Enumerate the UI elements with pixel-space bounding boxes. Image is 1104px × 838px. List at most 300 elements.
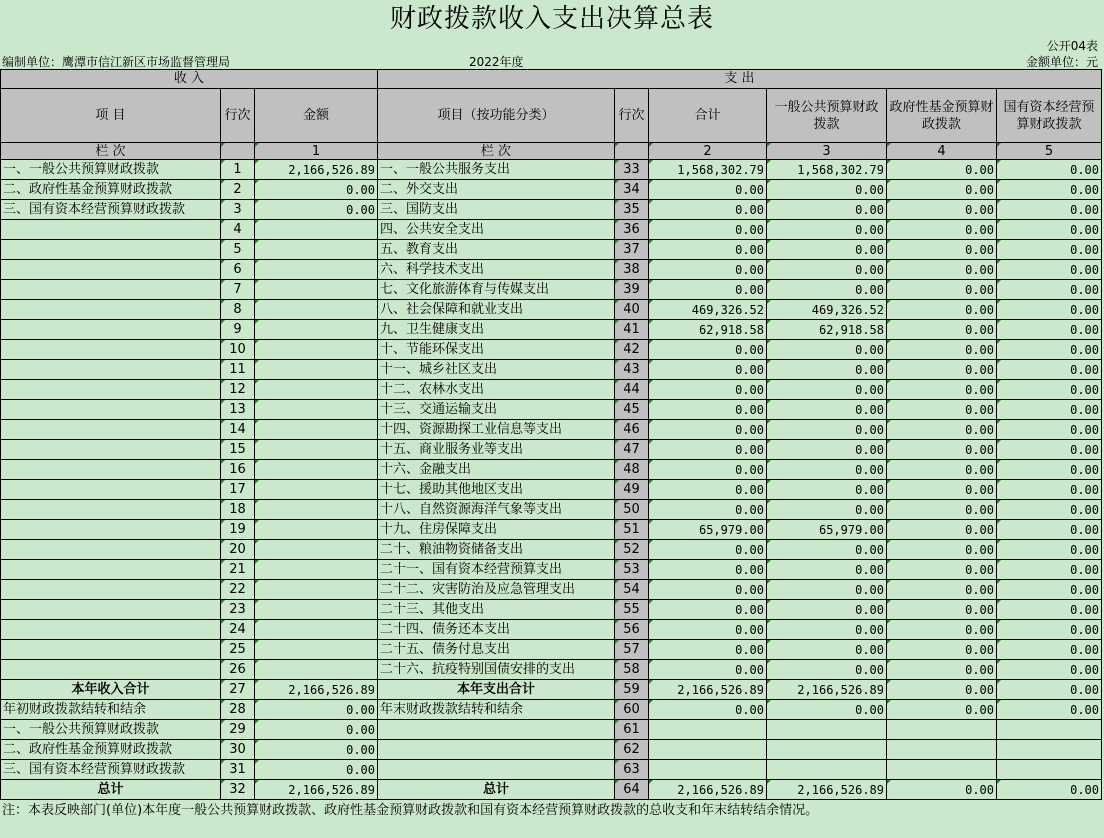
col-header-row-no: 行次: [221, 89, 255, 143]
expense-item: 十三、交通运输支出: [378, 400, 615, 420]
expense-total: 0.00: [649, 700, 767, 720]
table-row: [1, 600, 1102, 620]
table-row: [1, 480, 1102, 500]
expense-state-capital: 0.00: [997, 340, 1102, 360]
income-item: [1, 260, 221, 280]
expense-row-no: 64: [615, 780, 649, 800]
expense-general-budget: 0.00: [767, 440, 887, 460]
income-amount: [255, 400, 378, 420]
expense-item: 十七、援助其他地区支出: [378, 480, 615, 500]
income-amount: 0.00: [255, 180, 378, 200]
income-row-no: 18: [221, 500, 255, 520]
income-row-no: 10: [221, 340, 255, 360]
income-row-no: 6: [221, 260, 255, 280]
expense-general-budget: 0.00: [767, 340, 887, 360]
income-item: [1, 660, 221, 680]
income-item: 一、一般公共预算财政拨款: [1, 160, 221, 180]
expense-state-capital: 0.00: [997, 180, 1102, 200]
expense-section-header: 支 出: [378, 70, 1102, 89]
expense-general-budget-blank: [767, 760, 887, 780]
table-row: [1, 720, 1102, 740]
table-row: [1, 200, 1102, 220]
income-item: 二、政府性基金预算财政拨款: [1, 180, 221, 200]
table-row: [1, 540, 1102, 560]
expense-total: 0.00: [649, 620, 767, 640]
expense-state-capital: 0.00: [997, 660, 1102, 680]
column-index-5: 5: [997, 143, 1102, 160]
income-amount: 0.00: [255, 720, 378, 740]
col-header-general-budget: 一般公共预算财政拨款: [767, 89, 887, 143]
income-row-no: 23: [221, 600, 255, 620]
expense-fund-budget: 0.00: [887, 360, 997, 380]
income-amount: [255, 420, 378, 440]
table-row: [1, 360, 1102, 380]
expense-general-budget: 0.00: [767, 240, 887, 260]
income-amount: 0.00: [255, 740, 378, 760]
expense-row-no: 47: [615, 440, 649, 460]
income-row-no: 7: [221, 280, 255, 300]
expense-general-budget: 0.00: [767, 280, 887, 300]
income-amount: [255, 580, 378, 600]
income-row-no: 3: [221, 200, 255, 220]
expense-fund-budget-blank: [887, 720, 997, 740]
income-item: [1, 620, 221, 640]
expense-fund-budget-blank: [887, 760, 997, 780]
expense-state-capital: 0.00: [997, 460, 1102, 480]
footnote: 注：本表反映部门(单位)本年度一般公共预算财政拨款、政府性基金预算财政拨款和国有资本经营预算财政拨款的总收支和年末结转结余情况。: [2, 803, 819, 818]
column-index-blank-2: [615, 143, 649, 160]
lan-ci-label: 栏 次: [1, 143, 221, 160]
table-row: [1, 380, 1102, 400]
expense-item: 十、节能环保支出: [378, 340, 615, 360]
expense-state-capital: 0.00: [997, 280, 1102, 300]
expense-row-no: 44: [615, 380, 649, 400]
expense-row-no: 42: [615, 340, 649, 360]
expense-row-no: 59: [615, 680, 649, 700]
expense-row-no: 50: [615, 500, 649, 520]
income-row-no: 17: [221, 480, 255, 500]
income-item: [1, 380, 221, 400]
table-row: [1, 700, 1102, 720]
expense-item: 三、国防支出: [378, 200, 615, 220]
expense-item-blank: [378, 740, 615, 760]
expense-item: 本年支出合计: [378, 680, 615, 700]
expense-fund-budget: 0.00: [887, 400, 997, 420]
income-item: [1, 640, 221, 660]
expense-total: 0.00: [649, 560, 767, 580]
column-index-2: 2: [649, 143, 767, 160]
table-row: [1, 780, 1102, 800]
expense-general-budget: 0.00: [767, 360, 887, 380]
table-row: [1, 440, 1102, 460]
expense-item: 十五、商业服务业等支出: [378, 440, 615, 460]
table-row: [1, 420, 1102, 440]
income-row-no: 24: [221, 620, 255, 640]
income-item: 二、政府性基金预算财政拨款: [1, 740, 221, 760]
expense-fund-budget: 0.00: [887, 200, 997, 220]
income-row-no: 5: [221, 240, 255, 260]
expense-total: 0.00: [649, 340, 767, 360]
income-row-no: 1: [221, 160, 255, 180]
income-item: 三、国有资本经营预算财政拨款: [1, 760, 221, 780]
expense-fund-budget: 0.00: [887, 540, 997, 560]
expense-general-budget: 0.00: [767, 420, 887, 440]
column-index-row: [1, 143, 1102, 160]
expense-fund-budget: 0.00: [887, 320, 997, 340]
expense-fund-budget: 0.00: [887, 620, 997, 640]
expense-item: 二十三、其他支出: [378, 600, 615, 620]
expense-row-no: 40: [615, 300, 649, 320]
expense-state-capital: 0.00: [997, 300, 1102, 320]
expense-general-budget-blank: [767, 740, 887, 760]
income-item: [1, 580, 221, 600]
expense-row-no: 61: [615, 720, 649, 740]
fiscal-year: 2022年度: [469, 55, 524, 69]
expense-fund-budget: 0.00: [887, 780, 997, 800]
expense-general-budget: 0.00: [767, 380, 887, 400]
expense-fund-budget-blank: [887, 740, 997, 760]
income-row-no: 2: [221, 180, 255, 200]
expense-item: 二十、粮油物资储备支出: [378, 540, 615, 560]
expense-general-budget: 65,979.00: [767, 520, 887, 540]
table-row: [1, 320, 1102, 340]
expense-state-capital: 0.00: [997, 700, 1102, 720]
expense-total: 0.00: [649, 540, 767, 560]
income-amount: [255, 640, 378, 660]
income-amount: [255, 660, 378, 680]
expense-total-blank: [649, 740, 767, 760]
expense-item: 二、外交支出: [378, 180, 615, 200]
expense-total: 0.00: [649, 660, 767, 680]
expense-item: 五、教育支出: [378, 240, 615, 260]
table-row: [1, 680, 1102, 700]
expense-general-budget: 0.00: [767, 460, 887, 480]
table-row: [1, 580, 1102, 600]
income-row-no: 29: [221, 720, 255, 740]
expense-general-budget: 0.00: [767, 660, 887, 680]
expense-state-capital: 0.00: [997, 380, 1102, 400]
expense-state-capital: 0.00: [997, 640, 1102, 660]
col-header-amount: 金额: [255, 89, 378, 143]
column-header-row: [1, 89, 1102, 143]
lan-ci-label-2: 栏 次: [378, 143, 615, 160]
expense-fund-budget: 0.00: [887, 220, 997, 240]
expense-total: 0.00: [649, 260, 767, 280]
expense-fund-budget: 0.00: [887, 440, 997, 460]
expense-item: 二十六、抗疫特别国债安排的支出: [378, 660, 615, 680]
table-row: [1, 460, 1102, 480]
expense-fund-budget: 0.00: [887, 280, 997, 300]
compiling-unit: 编制单位：鹰潭市信江新区市场监督管理局: [2, 55, 231, 69]
expense-state-capital: 0.00: [997, 540, 1102, 560]
expense-state-capital: 0.00: [997, 620, 1102, 640]
expense-total: 0.00: [649, 380, 767, 400]
income-amount: [255, 500, 378, 520]
income-row-no: 4: [221, 220, 255, 240]
expense-fund-budget: 0.00: [887, 180, 997, 200]
income-row-no: 8: [221, 300, 255, 320]
expense-row-no: 51: [615, 520, 649, 540]
expense-total: 1,568,302.79: [649, 160, 767, 180]
column-index-4: 4: [887, 143, 997, 160]
expense-fund-budget: 0.00: [887, 640, 997, 660]
expense-state-capital: 0.00: [997, 780, 1102, 800]
expense-total-blank: [649, 760, 767, 780]
income-row-no: 21: [221, 560, 255, 580]
income-amount: [255, 320, 378, 340]
income-row-no: 19: [221, 520, 255, 540]
expense-general-budget: 0.00: [767, 620, 887, 640]
income-row-no: 11: [221, 360, 255, 380]
expense-row-no: 46: [615, 420, 649, 440]
income-row-no: 13: [221, 400, 255, 420]
expense-general-budget: 2,166,526.89: [767, 780, 887, 800]
table-row: [1, 340, 1102, 360]
income-item: [1, 300, 221, 320]
expense-total: 0.00: [649, 500, 767, 520]
table-row: [1, 640, 1102, 660]
expense-row-no: 49: [615, 480, 649, 500]
expense-row-no: 37: [615, 240, 649, 260]
expense-fund-budget: 0.00: [887, 680, 997, 700]
expense-general-budget: 0.00: [767, 580, 887, 600]
expense-item: 二十一、国有资本经营预算支出: [378, 560, 615, 580]
expense-total-blank: [649, 720, 767, 740]
expense-general-budget-blank: [767, 720, 887, 740]
expense-row-no: 33: [615, 160, 649, 180]
income-item: [1, 480, 221, 500]
expense-row-no: 63: [615, 760, 649, 780]
income-item: 年初财政拨款结转和结余: [1, 700, 221, 720]
expense-general-budget: 0.00: [767, 600, 887, 620]
expense-item: 十一、城乡社区支出: [378, 360, 615, 380]
table-row: [1, 500, 1102, 520]
column-index-1: 1: [255, 143, 378, 160]
expense-row-no: 41: [615, 320, 649, 340]
col-header-row-no-2: 行次: [615, 89, 649, 143]
expense-general-budget: 1,568,302.79: [767, 160, 887, 180]
income-item: [1, 560, 221, 580]
expense-general-budget: 0.00: [767, 540, 887, 560]
expense-general-budget: 469,326.52: [767, 300, 887, 320]
expense-total: 2,166,526.89: [649, 680, 767, 700]
income-amount: [255, 360, 378, 380]
income-item: [1, 440, 221, 460]
expense-fund-budget: 0.00: [887, 580, 997, 600]
expense-row-no: 36: [615, 220, 649, 240]
income-amount: 0.00: [255, 700, 378, 720]
expense-state-capital: 0.00: [997, 600, 1102, 620]
expense-row-no: 58: [615, 660, 649, 680]
table-row: [1, 740, 1102, 760]
income-item: 本年收入合计: [1, 680, 221, 700]
expense-row-no: 34: [615, 180, 649, 200]
expense-fund-budget: 0.00: [887, 560, 997, 580]
expense-item: 一、一般公共服务支出: [378, 160, 615, 180]
expense-state-capital: 0.00: [997, 260, 1102, 280]
expense-total: 0.00: [649, 480, 767, 500]
expense-state-capital: 0.00: [997, 320, 1102, 340]
expense-general-budget: 0.00: [767, 500, 887, 520]
final-accounts-table: [0, 69, 1102, 800]
expense-row-no: 55: [615, 600, 649, 620]
table-row: [1, 400, 1102, 420]
income-amount: [255, 260, 378, 280]
expense-state-capital: 0.00: [997, 420, 1102, 440]
expense-item-blank: [378, 720, 615, 740]
page-title: 财政拨款收入支出决算总表: [389, 4, 714, 34]
expense-total: 0.00: [649, 360, 767, 380]
expense-fund-budget: 0.00: [887, 520, 997, 540]
expense-item: 六、科学技术支出: [378, 260, 615, 280]
expense-state-capital: 0.00: [997, 160, 1102, 180]
table-row: [1, 620, 1102, 640]
table-row: [1, 240, 1102, 260]
income-item: [1, 400, 221, 420]
expense-item: 总计: [378, 780, 615, 800]
expense-item-blank: [378, 760, 615, 780]
table-row: [1, 220, 1102, 240]
expense-general-budget: 0.00: [767, 480, 887, 500]
expense-fund-budget: 0.00: [887, 500, 997, 520]
expense-state-capital: 0.00: [997, 500, 1102, 520]
income-amount: [255, 220, 378, 240]
expense-general-budget: 0.00: [767, 640, 887, 660]
expense-row-no: 48: [615, 460, 649, 480]
expense-total: 65,979.00: [649, 520, 767, 540]
expense-fund-budget: 0.00: [887, 660, 997, 680]
expense-row-no: 60: [615, 700, 649, 720]
income-amount: [255, 460, 378, 480]
expense-total: 0.00: [649, 600, 767, 620]
income-amount: [255, 300, 378, 320]
income-amount: 2,166,526.89: [255, 780, 378, 800]
expense-fund-budget: 0.00: [887, 460, 997, 480]
expense-total: 0.00: [649, 460, 767, 480]
expense-total: 0.00: [649, 240, 767, 260]
expense-row-no: 53: [615, 560, 649, 580]
expense-state-capital-blank: [997, 720, 1102, 740]
expense-total: 0.00: [649, 400, 767, 420]
income-row-no: 16: [221, 460, 255, 480]
table-row: [1, 520, 1102, 540]
expense-item: 四、公共安全支出: [378, 220, 615, 240]
income-row-no: 27: [221, 680, 255, 700]
income-item: [1, 460, 221, 480]
expense-general-budget: 0.00: [767, 220, 887, 240]
expense-fund-budget: 0.00: [887, 380, 997, 400]
income-amount: [255, 480, 378, 500]
expense-row-no: 62: [615, 740, 649, 760]
income-row-no: 15: [221, 440, 255, 460]
income-amount: [255, 440, 378, 460]
expense-fund-budget: 0.00: [887, 260, 997, 280]
income-row-no: 32: [221, 780, 255, 800]
expense-row-no: 35: [615, 200, 649, 220]
income-row-no: 26: [221, 660, 255, 680]
expense-general-budget: 2,166,526.89: [767, 680, 887, 700]
expense-general-budget: 0.00: [767, 700, 887, 720]
income-row-no: 25: [221, 640, 255, 660]
expense-total: 0.00: [649, 220, 767, 240]
income-row-no: 28: [221, 700, 255, 720]
col-header-total: 合计: [649, 89, 767, 143]
income-amount: [255, 280, 378, 300]
income-row-no: 22: [221, 580, 255, 600]
income-section-header: 收 入: [1, 70, 378, 89]
expense-row-no: 45: [615, 400, 649, 420]
expense-fund-budget: 0.00: [887, 240, 997, 260]
expense-total: 0.00: [649, 440, 767, 460]
expense-item: 十二、农林水支出: [378, 380, 615, 400]
table-row: [1, 280, 1102, 300]
table-row: [1, 160, 1102, 180]
currency-unit: 金额单位：元: [1025, 55, 1098, 69]
table-row: [1, 260, 1102, 280]
expense-total: 0.00: [649, 580, 767, 600]
income-item: [1, 240, 221, 260]
expense-row-no: 43: [615, 360, 649, 380]
expense-row-no: 56: [615, 620, 649, 640]
expense-row-no: 39: [615, 280, 649, 300]
expense-total: 62,918.58: [649, 320, 767, 340]
income-row-no: 31: [221, 760, 255, 780]
income-item: [1, 280, 221, 300]
income-item: [1, 220, 221, 240]
expense-row-no: 38: [615, 260, 649, 280]
expense-total: 0.00: [649, 280, 767, 300]
income-amount: [255, 340, 378, 360]
expense-item: 年末财政拨款结转和结余: [378, 700, 615, 720]
col-header-state-capital: 国有资本经营预算财政拨款: [997, 89, 1102, 143]
expense-total: 469,326.52: [649, 300, 767, 320]
income-row-no: 20: [221, 540, 255, 560]
expense-item: 十四、资源勘探工业信息等支出: [378, 420, 615, 440]
section-header-row: [1, 70, 1102, 89]
income-item: [1, 500, 221, 520]
expense-item: 十六、金融支出: [378, 460, 615, 480]
expense-total: 0.00: [649, 640, 767, 660]
expense-state-capital: 0.00: [997, 560, 1102, 580]
expense-item: 二十二、灾害防治及应急管理支出: [378, 580, 615, 600]
income-item: [1, 540, 221, 560]
income-item: [1, 600, 221, 620]
expense-state-capital: 0.00: [997, 580, 1102, 600]
income-amount: [255, 520, 378, 540]
expense-row-no: 54: [615, 580, 649, 600]
expense-row-no: 57: [615, 640, 649, 660]
income-row-no: 9: [221, 320, 255, 340]
table-row: [1, 300, 1102, 320]
expense-fund-budget: 0.00: [887, 160, 997, 180]
expense-total: 0.00: [649, 200, 767, 220]
col-header-item: 项 目: [1, 89, 221, 143]
expense-fund-budget: 0.00: [887, 300, 997, 320]
income-row-no: 14: [221, 420, 255, 440]
income-item: [1, 420, 221, 440]
expense-fund-budget: 0.00: [887, 600, 997, 620]
expense-state-capital-blank: [997, 740, 1102, 760]
income-amount: [255, 240, 378, 260]
expense-item: 十八、自然资源海洋气象等支出: [378, 500, 615, 520]
expense-row-no: 52: [615, 540, 649, 560]
column-index-3: 3: [767, 143, 887, 160]
income-amount: 2,166,526.89: [255, 160, 378, 180]
expense-item: 七、文化旅游体育与传媒支出: [378, 280, 615, 300]
income-row-no: 12: [221, 380, 255, 400]
table-row: [1, 660, 1102, 680]
income-amount: [255, 560, 378, 580]
